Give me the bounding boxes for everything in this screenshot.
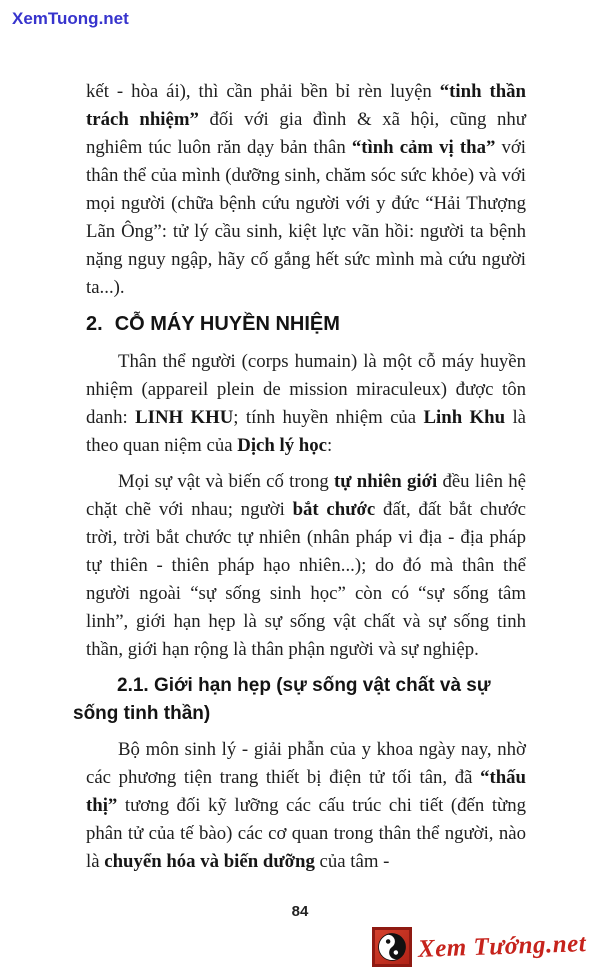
text-run-bold: tự nhiên giới [334, 471, 438, 492]
logo-site-name: Xem Tướng.net [417, 930, 587, 963]
section-title: CỖ MÁY HUYỀN NHIỆM [114, 313, 340, 335]
paragraph-2 [86, 348, 526, 460]
text-run: kết - hòa ái), thì cần phải bền bỉ rèn luyện [86, 81, 440, 102]
watermark-site-link[interactable]: XemTuong.net [12, 9, 129, 28]
text-run: đối với gia đình & xã hội, cũng như nghiêm túc luôn răn dạy bản thân [86, 109, 526, 158]
text-run: là theo quan niệm của [86, 407, 526, 456]
text-run: Thân thể người (corps humain) là một cỗ máy huyền nhiệm (appareil plein de mission miraculeux) được tôn danh: [86, 351, 526, 428]
paragraph-3 [86, 468, 526, 664]
section-heading [86, 310, 526, 338]
text-run: của tâm - [314, 851, 390, 872]
text-run: : [326, 435, 333, 456]
text-run-bold: “thấu thị” [86, 767, 526, 816]
text-run-bold: bắt chước [292, 499, 376, 520]
subsection-title: 2.1. Giới hạn hẹp (sự sống vật chất và sự sống tinh thần) [73, 675, 491, 724]
text-run-bold: Dịch lý học [237, 435, 327, 456]
text-run: với thân thể của mình (dưỡng sinh, chăm sóc sức khỏe) và với mọi người (chữa bệnh cứu người với y đức “Hải Thượng Lãn Ông”: tử lý cầu sinh, kiệt lực vãn hồi: người ta bệnh nặng nguy ngập, hãy cố gắng hết sức mình mà cứu người ta...). [86, 137, 526, 298]
site-logo[interactable] [372, 927, 586, 967]
page-content [73, 78, 527, 884]
paragraph-4 [86, 736, 526, 876]
text-run: Bộ môn sinh lý - giải phẫn của y khoa ngày nay, nhờ các phương tiện trang thiết bị điện tử tối tân, đã [86, 739, 526, 788]
text-run-bold: “tình cảm vị tha” [351, 137, 496, 158]
text-run: tương đối kỹ lưỡng các cấu trúc chi tiết (đến từng phân tử của tế bào) các cơ quan trong thân thể người, nào là [86, 795, 526, 872]
text-run: Mọi sự vật và biến cố trong [118, 471, 335, 492]
paragraph-1 [86, 78, 526, 302]
section-number: 2. [86, 313, 103, 335]
text-run-bold: Linh Khu [423, 407, 506, 428]
text-run: ; tính huyền nhiệm của [233, 407, 424, 428]
text-run-bold: chuyển hóa và biến dưỡng [104, 851, 315, 872]
text-run-bold: “tinh thần trách nhiệm” [86, 81, 526, 130]
text-run: đều liên hệ chặt chẽ với nhau; người [86, 471, 526, 520]
subsection-heading [73, 672, 526, 728]
text-run: đất, đất bắt chước trời, trời bắt chước tự nhiên (nhân pháp vi địa - địa pháp tự thiên - thiên pháp hạo nhiên...); do đó mà thân thể người ngoài “sự sống sinh học” còn có “sự sống tâm linh”, giới hạn hẹp là sự sống vật chất và sự sống tinh thần, giới hạn rộng là thân phận người và sự nghiệp. [86, 499, 527, 660]
text-run-bold: LINH KHU [135, 407, 234, 428]
page-number: 84 [291, 903, 309, 920]
yinyang-icon [372, 927, 412, 967]
